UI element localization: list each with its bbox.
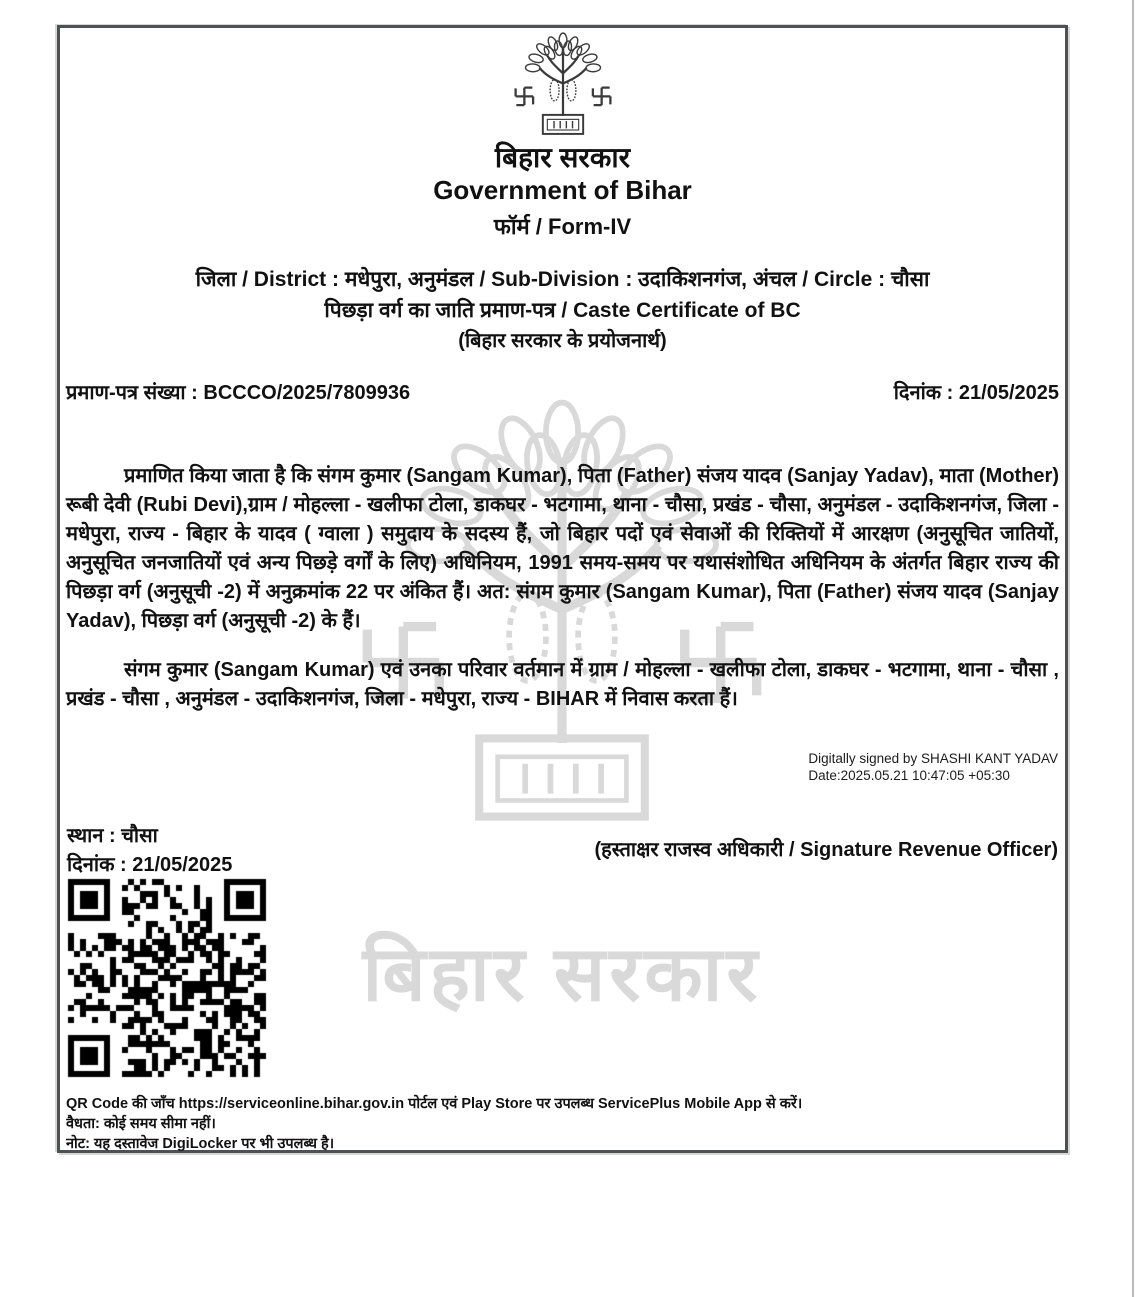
district-line: जिला / District : मधेपुरा, अनुमंडल / Sub-Division : उदाकिशनगंज, अंचल / Circle : चौसा [195, 268, 930, 291]
certificate-title: पिछड़ा वर्ग का जाति प्रमाण-पत्र / Caste Certificate of BC [324, 299, 801, 322]
certificate-frame [57, 25, 1068, 1153]
place-line: स्थान : चौसा [67, 825, 158, 847]
certificate-paragraph-2: संगम कुमार (Sangam Kumar) एवं उनका परिवार वर्तमान में ग्राम / मोहल्ला - खलीफा टोला, डाकघर - भटगामा, थाना - चौसा , प्रखंड - चौसा , अनुमंडल - उदाकिशनगंज, जिला - मधेपुरा, राज्य - BIHAR में निवास करता हैं। [66, 659, 1059, 710]
bihar-emblem-icon [507, 32, 619, 144]
purpose-line: (बिहार सरकार के प्रयोजनार्थ) [458, 330, 667, 352]
digital-signature [808, 750, 1058, 784]
revenue-officer-signature-line: (हस्ताक्षर राजस्व अधिकारी / Signature Revenue Officer) [594, 839, 1058, 861]
footer-validity-line: वैधता: कोई समय सीमा नहीं। [66, 1116, 216, 1132]
digital-signature-line1: Digitally signed by SHASHI KANT YADAV [808, 751, 1058, 766]
certificate-paragraph-1: प्रमाणित किया जाता है कि संगम कुमार (Sangam Kumar), पिता (Father) संजय यादव (Sanjay Yadav), माता (Mother) रूबी देवी (Rubi Devi),ग्राम / मोहल्ला - खलीफा टोला, डाकघर - भटगामा, थाना - चौसा, प्रखंड - चौसा, अनुमंडल - उदाकिशनगंज, जिला - मधेपुरा, राज्य - बिहार के यादव ( ग्वाला ) समुदाय के सदस्य हैं, जो बिहार पदों एवं सेवाओं की रिक्तियों में आरक्षण (अनुसूचित जातियों, अनुसूचित जनजातियों एवं अन्य पिछड़े वर्गों के लिए) अधिनियम, 1991 समय-समय पर यथासंशोधित अधिनियम के अंतर्गत बिहार राज्य की पिछड़ा वर्ग (अनुसूची -2) में अनुक्रमांक 22 पर अंकित हैं। अत: संगम कुमार (Sangam Kumar), पिता (Father) संजय यादव (Sanjay Yadav), पिछड़ा वर्ग (अनुसूची -2) के हैं। [66, 465, 1059, 632]
footer-notes [60, 1094, 1065, 1154]
watermark-text: बिहार सरकार [362, 932, 762, 1017]
issue-date: दिनांक : 21/05/2025 [893, 382, 1059, 404]
page-edge [1132, 0, 1134, 1297]
certificate-number: प्रमाण-पत्र संख्या : BCCCO/2025/7809936 [66, 382, 411, 404]
form-line: फॉर्म / Form-IV [493, 214, 632, 239]
footer-qr-verify-line: QR Code की जाँच https://serviceonline.bihar.gov.in पोर्टल एवं Play Store पर उपलब्ध ServicePlus Mobile App से करें। [66, 1096, 803, 1112]
digital-signature-line2: Date:2025.05.21 10:47:05 +05:30 [808, 768, 1010, 783]
meta-row [60, 378, 1065, 405]
footer-digilocker-line: नोट: यह दस्तावेज DigiLocker पर भी उपलब्ध है। [66, 1136, 335, 1152]
title-english: Government of Bihar [433, 175, 692, 205]
signature-date-line: दिनांक : 21/05/2025 [67, 854, 233, 876]
qr-code [67, 878, 267, 1078]
title-hindi: बिहार सरकार [494, 142, 631, 173]
